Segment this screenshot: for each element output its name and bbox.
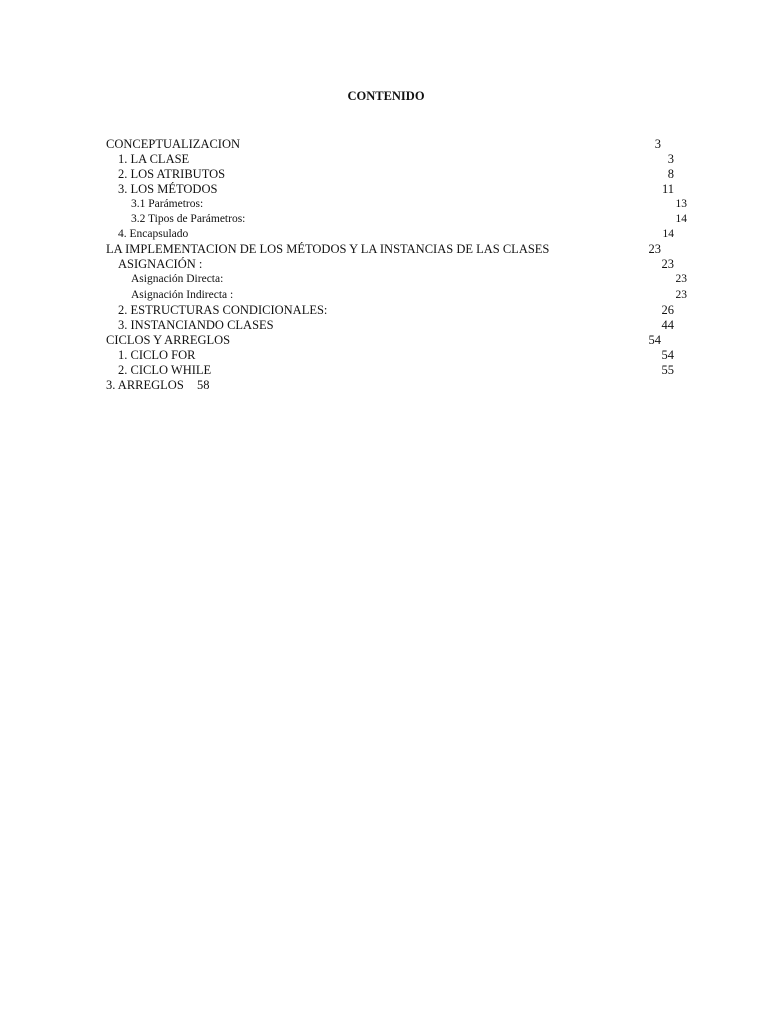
toc-entry-label[interactable]: CONCEPTUALIZACION (106, 137, 241, 151)
page-title: CONTENIDO (347, 89, 425, 103)
toc-entry-page: 26 (661, 303, 674, 317)
toc-entry-page: 13 (675, 198, 687, 210)
toc-entry-label[interactable]: 3.2 Tipos de Parámetros: (131, 213, 246, 225)
toc-entry-page: 8 (667, 167, 674, 181)
toc-entry-label[interactable]: ASIGNACIÓN : (118, 257, 203, 271)
toc-entry-page: 23 (648, 242, 661, 256)
toc-entry-label[interactable]: 3. INSTANCIANDO CLASES (118, 318, 274, 332)
toc-entry-label[interactable]: LA IMPLEMENTACION DE LOS MÉTODOS Y LA INSTANCIAS DE LAS CLASES (106, 242, 550, 256)
toc-entry-label[interactable]: Asignación Directa: (131, 273, 224, 285)
toc-entry-label[interactable]: 2. ESTRUCTURAS CONDICIONALES: (118, 303, 328, 317)
toc-entry-label[interactable]: 1. CICLO FOR (118, 348, 196, 362)
toc-entry-label[interactable]: Asignación Indirecta : (131, 289, 234, 301)
toc-entry-page: 44 (661, 318, 674, 332)
toc-entry-page: 54 (661, 348, 674, 362)
toc-entry-label[interactable]: 2. LOS ATRIBUTOS (118, 167, 226, 181)
toc-entry-page: 23 (675, 289, 687, 301)
toc-entry-page: 54 (648, 333, 661, 347)
toc-entry-label[interactable]: 2. CICLO WHILE (118, 363, 212, 377)
toc-entry-label[interactable]: 4. Encapsulado (118, 228, 189, 240)
toc-entry-label[interactable]: 1. LA CLASE (118, 152, 190, 166)
toc-entry-page: 14 (675, 213, 687, 225)
toc-entry-label[interactable]: 3. LOS MÉTODOS (118, 182, 218, 196)
toc-entry-page: 55 (661, 363, 674, 377)
toc-entry-page: 14 (662, 228, 674, 240)
toc-entry-page: 3 (667, 152, 674, 166)
toc-entry-label[interactable]: CICLOS Y ARREGLOS (106, 333, 231, 347)
toc-entry-label[interactable]: 3.1 Parámetros: (131, 198, 204, 210)
toc-entry-page: 23 (675, 273, 687, 285)
toc-entry-label[interactable]: 3. ARREGLOS (106, 378, 184, 392)
toc-entry-page: 3 (654, 137, 661, 151)
toc-entry-page: 58 (197, 378, 210, 392)
toc-entry-page: 23 (661, 257, 674, 271)
toc-entry-page: 11 (661, 182, 674, 196)
